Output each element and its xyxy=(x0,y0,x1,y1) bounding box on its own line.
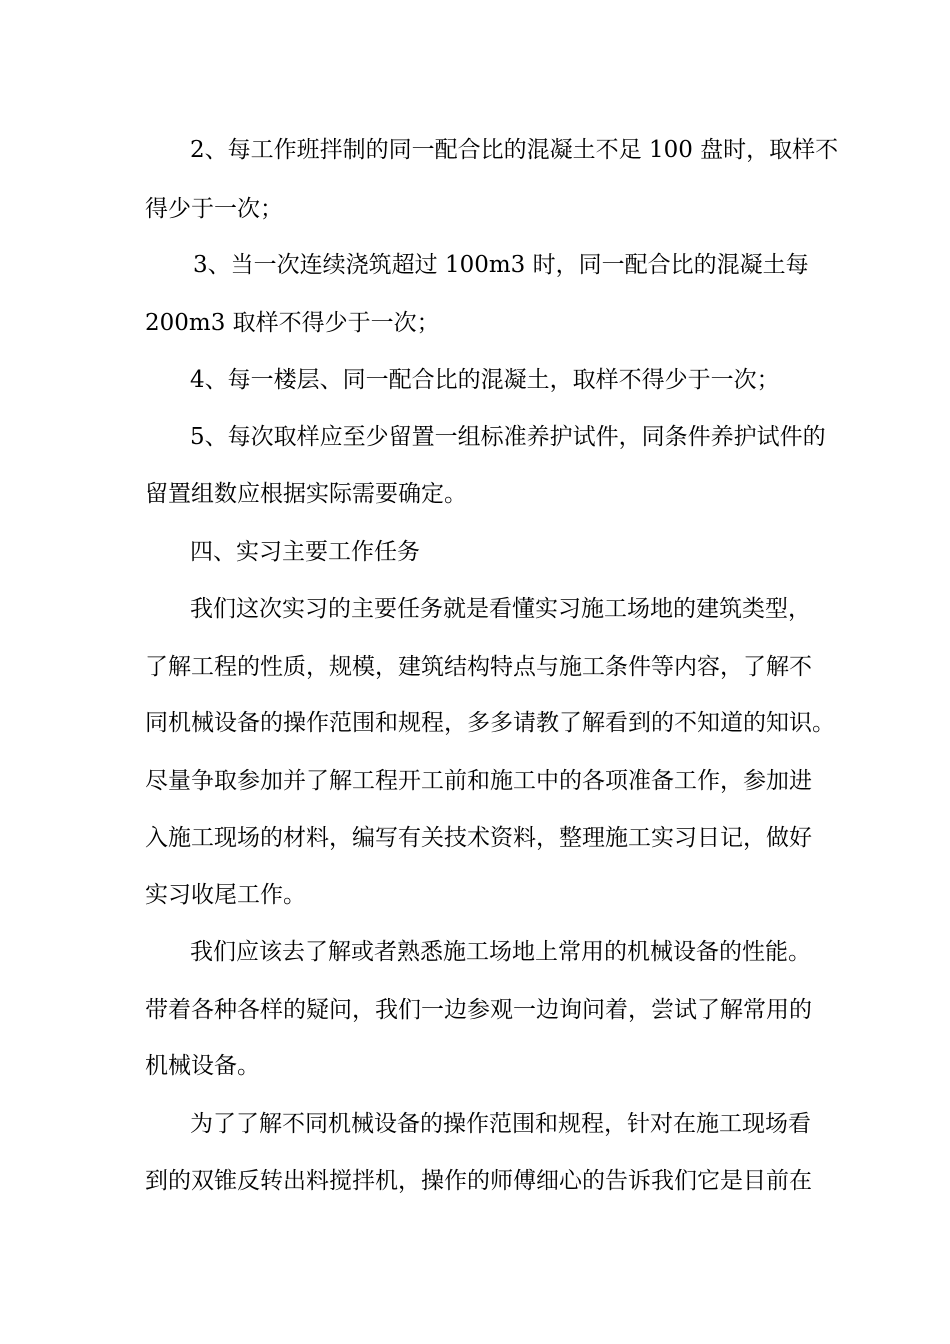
text-line: 同机械设备的操作范围和规程，多多请教了解看到的不知道的知识。 xyxy=(145,710,835,736)
text-line: 为了了解不同机械设备的操作范围和规程，针对在施工现场看 xyxy=(190,1111,811,1137)
text-line: 尽量争取参加并了解工程开工前和施工中的各项准备工作，参加进 xyxy=(145,768,812,794)
text-line: 了解工程的性质，规模，建筑结构特点与施工条件等内容，了解不 xyxy=(145,654,812,680)
text-line: 3、当一次连续浇筑超过 100m3 时，同一配合比的混凝土每 xyxy=(193,252,809,278)
text-line: 到的双锥反转出料搅拌机，操作的师傅细心的告诉我们它是目前在 xyxy=(145,1168,812,1194)
text-line: 实习收尾工作。 xyxy=(145,882,306,908)
text-line: 200m3 取样不得少于一次； xyxy=(145,310,440,336)
text-line: 5、每次取样应至少留置一组标准养护试件，同条件养护试件的 xyxy=(190,424,826,450)
section-heading: 四、实习主要工作任务 xyxy=(190,539,420,565)
text-line: 我们应该去了解或者熟悉施工场地上常用的机械设备的性能。 xyxy=(190,939,811,965)
text-line: 得少于一次； xyxy=(145,196,283,222)
text-line: 带着各种各样的疑问，我们一边参观一边询问着，尝试了解常用的 xyxy=(145,997,812,1023)
text-line: 留置组数应根据实际需要确定。 xyxy=(145,481,467,507)
text-line: 2、每工作班拌制的同一配合比的混凝土不足 100 盘时，取样不 xyxy=(190,137,839,163)
text-line: 我们这次实习的主要任务就是看懂实习施工场地的建筑类型， xyxy=(190,596,811,622)
text-line: 4、每一楼层、同一配合比的混凝土，取样不得少于一次； xyxy=(190,367,780,393)
text-line: 机械设备。 xyxy=(145,1053,260,1079)
text-line: 入施工现场的材料，编写有关技术资料，整理施工实习日记，做好 xyxy=(145,825,812,851)
